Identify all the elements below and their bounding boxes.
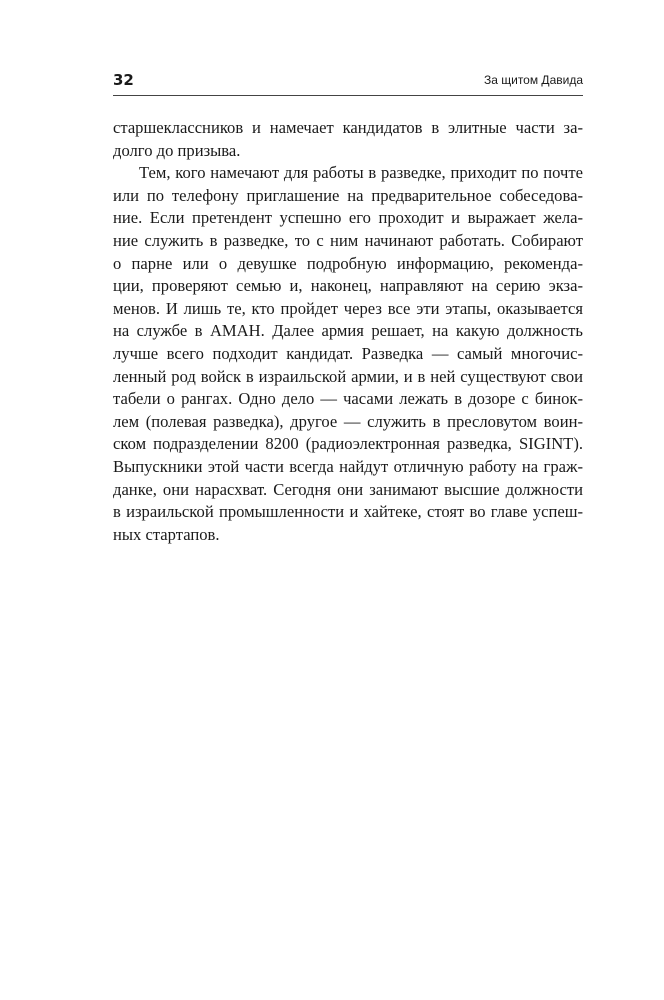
text-line: ние служить в разведке, то с ним начинают работать. Собирают (113, 230, 583, 250)
text-line: лучше всего подходит кандидат. Разведка — самый многочис- (113, 343, 583, 363)
text-line: в израильской промышленности и хайтеке, стоят во главе успеш- (113, 502, 583, 522)
text-line: старшеклассников и намечает кандидатов в элитные части за- (113, 118, 583, 137)
text-line: ние. Если претендент успешно его проходит и выражает жела- (113, 208, 583, 228)
text-line: табели о рангах. Одно дело — часами лежать в дозоре с бинок- (113, 389, 583, 409)
text-line: Выпускники этой части всегда найдут отличную работу на граж- (113, 456, 583, 476)
text-line: долго до призыва. (113, 140, 241, 160)
text-line: на службе в АМАН. Далее армия решает, на какую должность (113, 321, 583, 341)
running-title: За щитом Давида (483, 73, 583, 87)
text-line: лем (полевая разведка), другое — служить в пресловутом воин- (113, 411, 583, 431)
text-line: ленный род войск в израильской армии, и в ней существуют свои (113, 366, 583, 386)
text-line: данке, они нарасхват. Сегодня они занимают высшие должности (113, 479, 583, 499)
text-line: ции, проверяют семью и, наконец, направляют на серию экза- (113, 276, 583, 296)
page-number: 32 (113, 71, 134, 89)
body-text (113, 117, 583, 546)
text-line: о парне или о девушке подробную информацию, рекоменда- (113, 253, 583, 273)
text-line: менов. И лишь те, кто пройдет через все эти этапы, оказывается (113, 298, 583, 318)
header-divider (113, 95, 583, 96)
text-line: ском подразделении 8200 (радиоэлектронная разведка, SIGINT). (113, 434, 583, 454)
text-line: ных стартапов. (113, 524, 220, 544)
text-line: Тем, кого намечают для работы в разведке, приходит по почте (139, 163, 583, 183)
text-line: или по телефону приглашение на предварительное собеседова- (113, 185, 583, 205)
page-header (113, 70, 583, 96)
